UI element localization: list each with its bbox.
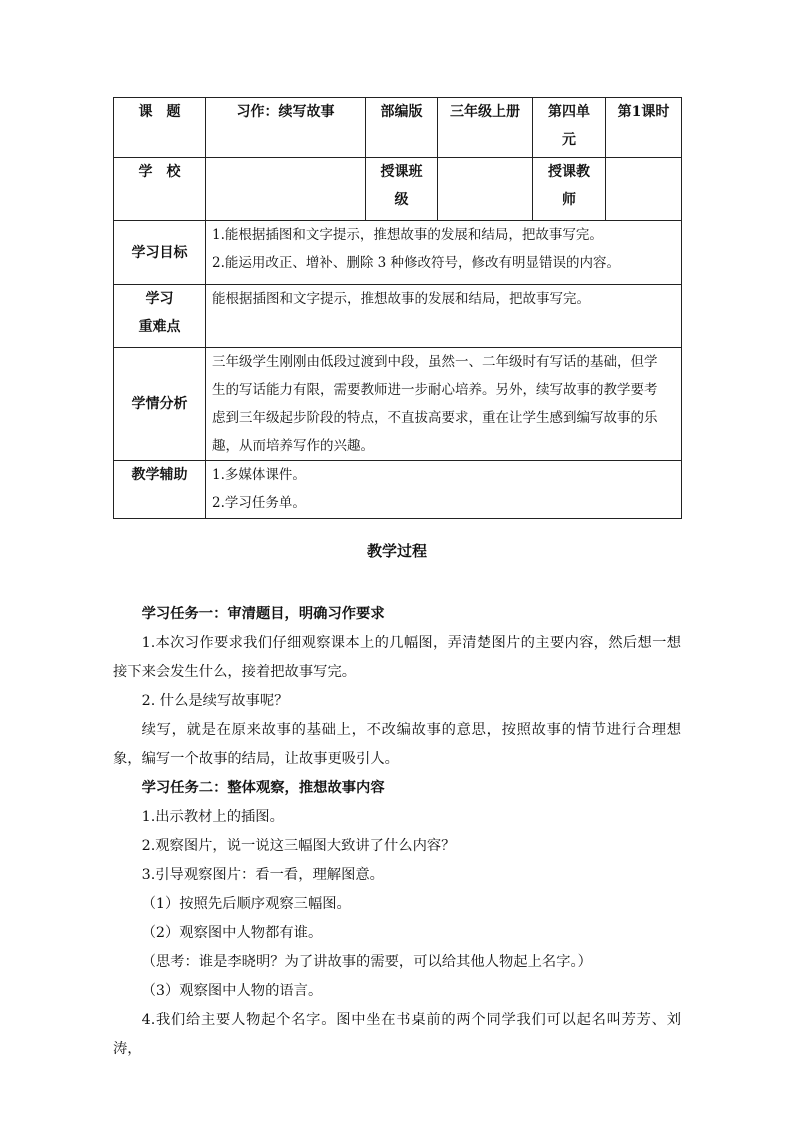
paragraph: 3.引导观察图片：看一看，理解图意。 (141, 867, 384, 883)
class-value (438, 158, 533, 221)
analysis-line-2: 生的写话能力有限，需要教师进一步耐心培养。另外，续写故事的教学要考 (212, 382, 658, 398)
aids-label: 教学辅助 (114, 461, 206, 519)
unit-line-2: 元 (562, 132, 576, 148)
teacher-value (606, 158, 682, 221)
paragraph: 2.观察图片，说一说这三幅图大致讲了什么内容？ (141, 838, 456, 854)
analysis-label: 学情分析 (114, 348, 206, 461)
paragraph: 2. 什么是续写故事呢？ (141, 693, 289, 709)
lesson-value: 第1课时 (606, 98, 682, 158)
task-heading-1: 学习任务一：审清题目，明确习作要求 (141, 606, 385, 622)
edition-value: 部编版 (366, 98, 438, 158)
process-title: 教学过程 (366, 542, 427, 560)
goal-item-1: 1.能根据插图和文字提示，推想故事的发展和结局，把故事写完。 (212, 227, 603, 243)
teacher-label (533, 158, 606, 221)
goal-item-2: 2.能运用改正、增补、删除 3 种修改符号，修改有明显错误的内容。 (212, 255, 621, 271)
row-goals (114, 221, 682, 285)
paragraph: （2）观察图中人物都有谁。 (141, 925, 323, 941)
class-label-line-2: 级 (394, 192, 409, 208)
analysis-line-3: 虑到三年级起步阶段的特点，不直拔高要求，重在让学生感到编写故事的乐 (212, 410, 658, 426)
row-school (114, 158, 682, 221)
paragraph: （思考：谁是李晓明？为了讲故事的需要，可以给其他人物起上名字。） (141, 954, 592, 970)
goals-content (206, 221, 682, 285)
aids-content (206, 461, 682, 519)
analysis-line-4: 趣，从而培养写作的兴趣。 (212, 438, 374, 454)
paragraph: （3）观察图中人物的语言。 (141, 983, 323, 999)
row-topic (114, 98, 682, 158)
task-heading-2: 学习任务二：整体观察，推想故事内容 (141, 780, 385, 796)
school-label: 学 校 (114, 158, 206, 221)
row-analysis (114, 348, 682, 461)
school-value (206, 158, 366, 221)
unit-value (533, 98, 606, 158)
goals-label: 学习目标 (114, 221, 206, 285)
lesson-info-table (113, 97, 682, 519)
paragraph: 4.我们给主要人物起个名字。图中坐在书桌前的两个同学我们可以起名叫芳芳、刘涛， (113, 1012, 681, 1057)
paragraph: （1）按照先后顺序观察三幅图。 (141, 896, 351, 912)
aid-item-1: 1.多媒体课件。 (212, 467, 306, 483)
teacher-label-line-2: 师 (562, 192, 576, 208)
key-points-content: 能根据插图和文字提示，推想故事的发展和结局，把故事写完。 (206, 285, 682, 348)
row-aids (114, 461, 682, 519)
topic-value: 习作：续写故事 (206, 98, 366, 158)
analysis-line-1: 三年级学生刚刚由低段过渡到中段，虽然一、二年级时有写话的基础，但学 (212, 354, 658, 370)
process-body (113, 600, 681, 1064)
paragraph: 1.出示教材上的插图。 (141, 809, 284, 825)
key-points-label-line-2: 重难点 (138, 319, 181, 335)
row-key-points (114, 285, 682, 348)
class-label-line-1: 授课班 (380, 164, 423, 180)
aid-item-2: 2.学习任务单。 (212, 495, 306, 511)
grade-value: 三年级上册 (438, 98, 533, 158)
paragraph: 1.本次习作要求我们仔细观察课本上的几幅图，弄清楚图片的主要内容，然后想一想接下来会发生什么，接着把故事写完。 (113, 635, 681, 680)
unit-line-1: 第四单 (548, 104, 590, 120)
class-label (366, 158, 438, 221)
key-points-label-line-1: 学习 (145, 291, 174, 307)
key-points-label (114, 285, 206, 348)
topic-label: 课 题 (114, 98, 206, 158)
analysis-content (206, 348, 682, 461)
paragraph: 续写，就是在原来故事的基础上，不改编故事的意思，按照故事的情节进行合理想象，编写一个故事的结局，让故事更吸引人。 (113, 722, 681, 767)
teacher-label-line-1: 授课教 (548, 164, 590, 180)
